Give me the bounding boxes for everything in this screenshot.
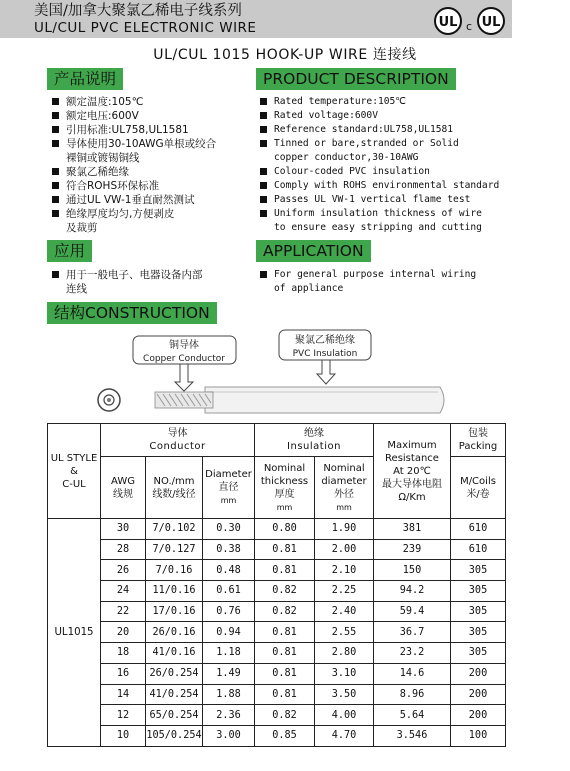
table-cell: 30 bbox=[101, 519, 146, 540]
col-header-no-mm: NO./mm 线数/线径 bbox=[146, 457, 203, 519]
table-cell: 3.10 bbox=[315, 663, 374, 684]
application-heading-en: APPLICATION bbox=[256, 240, 371, 262]
construction-heading: 结构CONSTRUCTION bbox=[47, 302, 217, 324]
table-cell: 239 bbox=[374, 539, 451, 560]
table-cell: 41/0.16 bbox=[146, 643, 203, 664]
table-cell: 24 bbox=[101, 581, 146, 602]
insulation-arrow bbox=[317, 360, 335, 384]
table-cell: 8.96 bbox=[374, 684, 451, 705]
list-item: Comply with ROHS environmental standard bbox=[258, 179, 518, 193]
table-cell: 59.4 bbox=[374, 601, 451, 622]
wire-insulation bbox=[205, 387, 444, 413]
table-cell: 2.55 bbox=[315, 622, 374, 643]
table-row bbox=[48, 684, 506, 705]
list-item-text: 裸铜或镀锡铜线 bbox=[66, 152, 140, 164]
table-cell: 0.82 bbox=[255, 601, 315, 622]
table-cell: 28 bbox=[101, 539, 146, 560]
list-item-continued bbox=[50, 151, 250, 165]
table-cell: 7/0.102 bbox=[146, 519, 203, 540]
list-item-text: 及裁剪 bbox=[66, 222, 98, 234]
table-cell: 0.82 bbox=[255, 705, 315, 726]
table-cell: 1.49 bbox=[203, 663, 255, 684]
style-cell: UL1015 bbox=[48, 519, 101, 747]
table-cell: 2.36 bbox=[203, 705, 255, 726]
table-cell: 305 bbox=[451, 601, 506, 622]
table-cell: 1.90 bbox=[315, 519, 374, 540]
table-cell: 200 bbox=[451, 684, 506, 705]
col-header-coils: M/Coils 米/卷 bbox=[451, 457, 506, 519]
list-item-continued bbox=[50, 221, 250, 235]
wire-conductor bbox=[155, 392, 213, 408]
list-item-continued bbox=[258, 151, 518, 165]
ul-logo-text-1: UL bbox=[438, 15, 458, 30]
ul-logo-text-2: UL bbox=[481, 15, 501, 30]
table-cell: 105/0.254 bbox=[146, 725, 203, 746]
table-row bbox=[48, 643, 506, 664]
table-cell: 3.00 bbox=[203, 725, 255, 746]
table-cell: 12 bbox=[101, 705, 146, 726]
table-cell: 2.25 bbox=[315, 581, 374, 602]
c-logo-text: c bbox=[465, 20, 473, 33]
col-header-thickness: Nominal thickness 厚度 mm bbox=[255, 457, 315, 519]
list-item: 引用标准:UL758,UL1581 bbox=[50, 123, 250, 137]
title-zh: 美国/加拿大聚氯乙稀电子线系列 bbox=[34, 3, 242, 19]
insulation-label-en: PVC Insulation bbox=[292, 349, 358, 359]
table-row bbox=[48, 705, 506, 726]
table-cell: 26/0.16 bbox=[146, 622, 203, 643]
product-list-zh bbox=[50, 95, 250, 235]
spec-table bbox=[47, 423, 506, 747]
table-row bbox=[48, 622, 506, 643]
table-cell: 0.94 bbox=[203, 622, 255, 643]
insulation-label-zh: 聚氯乙稀绝缘 bbox=[295, 335, 355, 346]
col-header-insulation: 绝缘 Insulation bbox=[255, 424, 374, 457]
table-cell: 305 bbox=[451, 622, 506, 643]
table-cell: 0.38 bbox=[203, 539, 255, 560]
table-cell: 150 bbox=[374, 560, 451, 581]
table-cell: 0.81 bbox=[255, 560, 315, 581]
application-list-en bbox=[258, 268, 518, 296]
table-cell: 26 bbox=[101, 560, 146, 581]
col-header-awg: AWG 线规 bbox=[101, 457, 146, 519]
table-cell: 200 bbox=[451, 663, 506, 684]
table-cell: 0.48 bbox=[203, 560, 255, 581]
product-heading-zh: 产品说明 bbox=[47, 68, 123, 90]
table-cell: 1.18 bbox=[203, 643, 255, 664]
ul-certification-logo bbox=[433, 4, 523, 38]
table-cell: 3.546 bbox=[374, 725, 451, 746]
col-header-packing: 包装 Packing bbox=[451, 424, 506, 457]
table-cell: 100 bbox=[451, 725, 506, 746]
table-cell: 3.50 bbox=[315, 684, 374, 705]
list-item: 额定温度:105℃ bbox=[50, 95, 250, 109]
table-row bbox=[48, 663, 506, 684]
table-cell: 10 bbox=[101, 725, 146, 746]
col-header-diameter: Diameter 直径 mm bbox=[203, 457, 255, 519]
table-row bbox=[48, 601, 506, 622]
table-cell: 0.81 bbox=[255, 663, 315, 684]
list-item: 用于一般电子、电器设备内部 bbox=[50, 268, 250, 282]
col-header-conductor: 导体 Conductor bbox=[101, 424, 255, 457]
list-item: For general purpose internal wiring bbox=[258, 268, 518, 282]
table-cell: 0.30 bbox=[203, 519, 255, 540]
table-cell: 2.80 bbox=[315, 643, 374, 664]
title-en: UL/CUL PVC ELECTRONIC WIRE bbox=[34, 20, 257, 36]
application-list-zh bbox=[50, 268, 250, 296]
table-cell: 20 bbox=[101, 622, 146, 643]
list-item-text: to ensure easy stripping and cutting bbox=[274, 222, 482, 233]
table-cell: 0.76 bbox=[203, 601, 255, 622]
table-row bbox=[48, 560, 506, 581]
list-item: 额定电压:600V bbox=[50, 109, 250, 123]
list-item: 导体使用30-10AWG单根或绞合 bbox=[50, 137, 250, 151]
table-cell: 0.80 bbox=[255, 519, 315, 540]
list-item-continued bbox=[258, 221, 518, 235]
col-header-style: UL STYLE & C-UL bbox=[48, 424, 101, 519]
page-subtitle: UL/CUL 1015 HOOK-UP WIRE 连接线 bbox=[153, 47, 417, 63]
conductor-label-zh: 铜导体 bbox=[169, 340, 199, 351]
table-cell: 1.88 bbox=[203, 684, 255, 705]
table-cell: 305 bbox=[451, 581, 506, 602]
table-cell: 65/0.254 bbox=[146, 705, 203, 726]
table-cell: 0.82 bbox=[255, 581, 315, 602]
table-cell: 2.00 bbox=[315, 539, 374, 560]
conductor-arrow bbox=[175, 364, 193, 391]
product-list-en bbox=[258, 95, 518, 235]
conductor-label-en: Copper Conductor bbox=[143, 354, 225, 364]
table-cell: 16 bbox=[101, 663, 146, 684]
table-cell: 22 bbox=[101, 601, 146, 622]
table-cell: 610 bbox=[451, 519, 506, 540]
table-cell: 36.7 bbox=[374, 622, 451, 643]
table-cell: 14 bbox=[101, 684, 146, 705]
list-item: Tinned or bare,stranded or Solid bbox=[258, 137, 518, 151]
table-cell: 0.81 bbox=[255, 539, 315, 560]
table-cell: 26/0.254 bbox=[146, 663, 203, 684]
table-cell: 23.2 bbox=[374, 643, 451, 664]
list-item-text: of appliance bbox=[274, 283, 344, 294]
wire-construction-diagram bbox=[95, 328, 450, 418]
table-cell: 381 bbox=[374, 519, 451, 540]
table-cell: 0.81 bbox=[255, 643, 315, 664]
list-item: 通过UL VW-1垂直耐然测试 bbox=[50, 193, 250, 207]
list-item: Passes UL VW-1 vertical flame test bbox=[258, 193, 518, 207]
spec-table-wrap bbox=[47, 423, 505, 748]
application-heading-zh: 应用 bbox=[47, 240, 92, 262]
table-cell: 11/0.16 bbox=[146, 581, 203, 602]
table-cell: 4.00 bbox=[315, 705, 374, 726]
list-item: 符合ROHS环保标准 bbox=[50, 179, 250, 193]
table-cell: 14.6 bbox=[374, 663, 451, 684]
table-cell: 2.40 bbox=[315, 601, 374, 622]
table-cell: 305 bbox=[451, 560, 506, 581]
table-cell: 2.10 bbox=[315, 560, 374, 581]
table-row bbox=[48, 519, 506, 540]
list-item: 绝缘厚度均匀,方便剥皮 bbox=[50, 207, 250, 221]
list-item: Uniform insulation thickness of wire bbox=[258, 207, 518, 221]
list-item-continued bbox=[50, 282, 250, 296]
list-item: Colour-coded PVC insulation bbox=[258, 165, 518, 179]
table-row bbox=[48, 725, 506, 746]
table-cell: 94.2 bbox=[374, 581, 451, 602]
product-heading-en: PRODUCT DESCRIPTION bbox=[256, 68, 456, 90]
list-item-continued bbox=[258, 282, 518, 296]
table-cell: 4.70 bbox=[315, 725, 374, 746]
col-header-resistance: Maximum Resistance At 20℃ 最大导体电阻 Ω/Km bbox=[374, 424, 451, 519]
table-cell: 0.85 bbox=[255, 725, 315, 746]
table-cell: 610 bbox=[451, 539, 506, 560]
list-item: Reference standard:UL758,UL1581 bbox=[258, 123, 518, 137]
col-header-outer-diameter: Nominal diameter 外径 mm bbox=[315, 457, 374, 519]
table-cell: 0.81 bbox=[255, 684, 315, 705]
table-cell: 7/0.127 bbox=[146, 539, 203, 560]
table-cell: 18 bbox=[101, 643, 146, 664]
list-item-text: 连线 bbox=[66, 283, 87, 295]
table-cell: 17/0.16 bbox=[146, 601, 203, 622]
table-cell: 41/0.254 bbox=[146, 684, 203, 705]
table-cell: 5.64 bbox=[374, 705, 451, 726]
table-cell: 0.81 bbox=[255, 622, 315, 643]
spec-table-body bbox=[48, 519, 506, 747]
table-row bbox=[48, 539, 506, 560]
list-item: Rated voltage:600V bbox=[258, 109, 518, 123]
table-cell: 0.61 bbox=[203, 581, 255, 602]
list-item: 聚氯乙稀绝缘 bbox=[50, 165, 250, 179]
list-item: Rated temperature:105℃ bbox=[258, 95, 518, 109]
list-item-text: copper conductor,30-10AWG bbox=[274, 152, 419, 163]
table-row bbox=[48, 581, 506, 602]
table-cell: 7/0.16 bbox=[146, 560, 203, 581]
table-cell: 200 bbox=[451, 705, 506, 726]
table-cell: 305 bbox=[451, 643, 506, 664]
